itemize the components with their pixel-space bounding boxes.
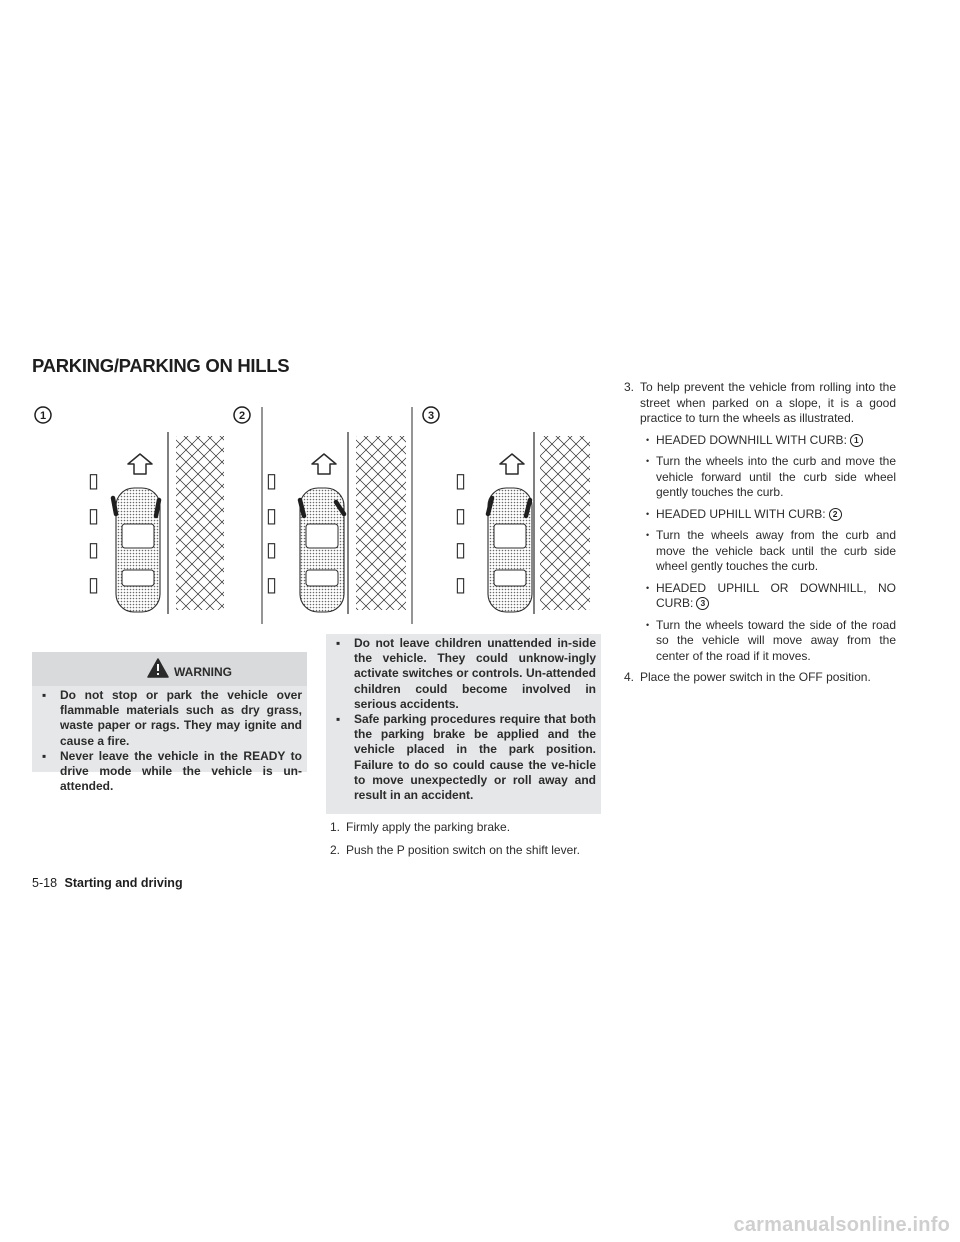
page-number: 5-18	[32, 876, 58, 890]
svg-text:▯: ▯	[455, 505, 467, 527]
svg-text:▯: ▯	[455, 539, 467, 561]
watermark: carmanualsonline.info	[733, 1214, 950, 1236]
ref-2-icon: 2	[829, 508, 842, 521]
svg-text:▯: ▯	[88, 574, 100, 596]
ref-1-icon: 1	[850, 434, 863, 447]
panel-3-label-icon	[423, 407, 439, 423]
svg-text:▯: ▯	[266, 574, 278, 596]
step-item: 3. To help prevent the vehicle from rolling into the street when parked on a slope, it is a good practice to turn the wheels as illustrated.	[624, 380, 896, 425]
substep-item: • Turn the wheels toward the side of the road so the vehicle will move away from the center of the road if it moves.	[646, 617, 896, 663]
ref-3-icon: 3	[696, 597, 709, 610]
step-item: 4. Place the power switch in the OFF position.	[624, 670, 871, 684]
section-title: PARKING/PARKING ON HILLS	[32, 355, 290, 376]
warning-list-left	[40, 688, 302, 794]
warning-list-right	[334, 636, 596, 803]
warning-item: ▪ Never leave the vehicle in the READY to drive mode while the vehicle is un-attended.	[42, 748, 302, 794]
parking-on-hills-illustration	[30, 402, 600, 630]
page-footer	[32, 876, 183, 890]
svg-text:▯: ▯	[266, 470, 278, 492]
panel-3	[423, 407, 590, 614]
panel-2-label: 2	[238, 410, 246, 422]
steps-list	[330, 820, 605, 865]
warning-header	[32, 652, 307, 686]
warning-item: ▪ Do not leave children unattended in-side the vehicle. They could unknow-ingly activate switches or controls. Un-attended children could become involved in serious accidents.	[336, 636, 596, 711]
panel-1-label-icon	[35, 407, 51, 423]
svg-text:▯: ▯	[88, 470, 100, 492]
svg-text:▯: ▯	[266, 505, 278, 527]
step-item: 1. Firmly apply the parking brake.	[330, 820, 511, 834]
svg-text:▯: ▯	[88, 539, 100, 561]
svg-text:▯: ▯	[455, 574, 467, 596]
warning-item: ▪ Do not stop or park the vehicle over flammable materials such as dry grass, waste paper or rags. They may ignite and cause a fire.	[42, 688, 302, 748]
chapter-title: Starting and driving	[64, 876, 183, 890]
svg-text:▯: ▯	[455, 470, 467, 492]
svg-text:▯: ▯	[88, 505, 100, 527]
substep-item: • Turn the wheels away from the curb and move the vehicle back until the curb side wheel gently touches the curb.	[646, 528, 896, 573]
panel-1	[35, 407, 224, 614]
warning-title: WARNING	[174, 665, 232, 679]
svg-text:▯: ▯	[266, 539, 278, 561]
steps-column-right	[624, 380, 896, 692]
panel-3-label: 3	[427, 410, 435, 422]
warning-item: ▪ Safe parking procedures require that both the parking brake be applied and the vehicle placed in the park position. Failure to do so could cause the ve-hicle to move unexpectedly or roll away and result in an accident.	[336, 712, 596, 803]
panel-2	[234, 407, 406, 614]
step-item: 2. Push the P position switch on the shift lever.	[330, 842, 580, 857]
warning-icon	[147, 658, 169, 678]
panel-1-label: 1	[39, 410, 47, 422]
panel-2-label-icon	[234, 407, 250, 423]
substep-item: • HEADED UPHILL WITH CURB: 2	[624, 507, 896, 523]
substep-item: • HEADED DOWNHILL WITH CURB: 1	[624, 433, 896, 449]
substep-item: • HEADED UPHILL OR DOWNHILL, NO CURB: 3	[646, 580, 896, 610]
substep-item: • Turn the wheels into the curb and move the vehicle forward until the curb side wheel gently touches the curb.	[646, 454, 896, 499]
